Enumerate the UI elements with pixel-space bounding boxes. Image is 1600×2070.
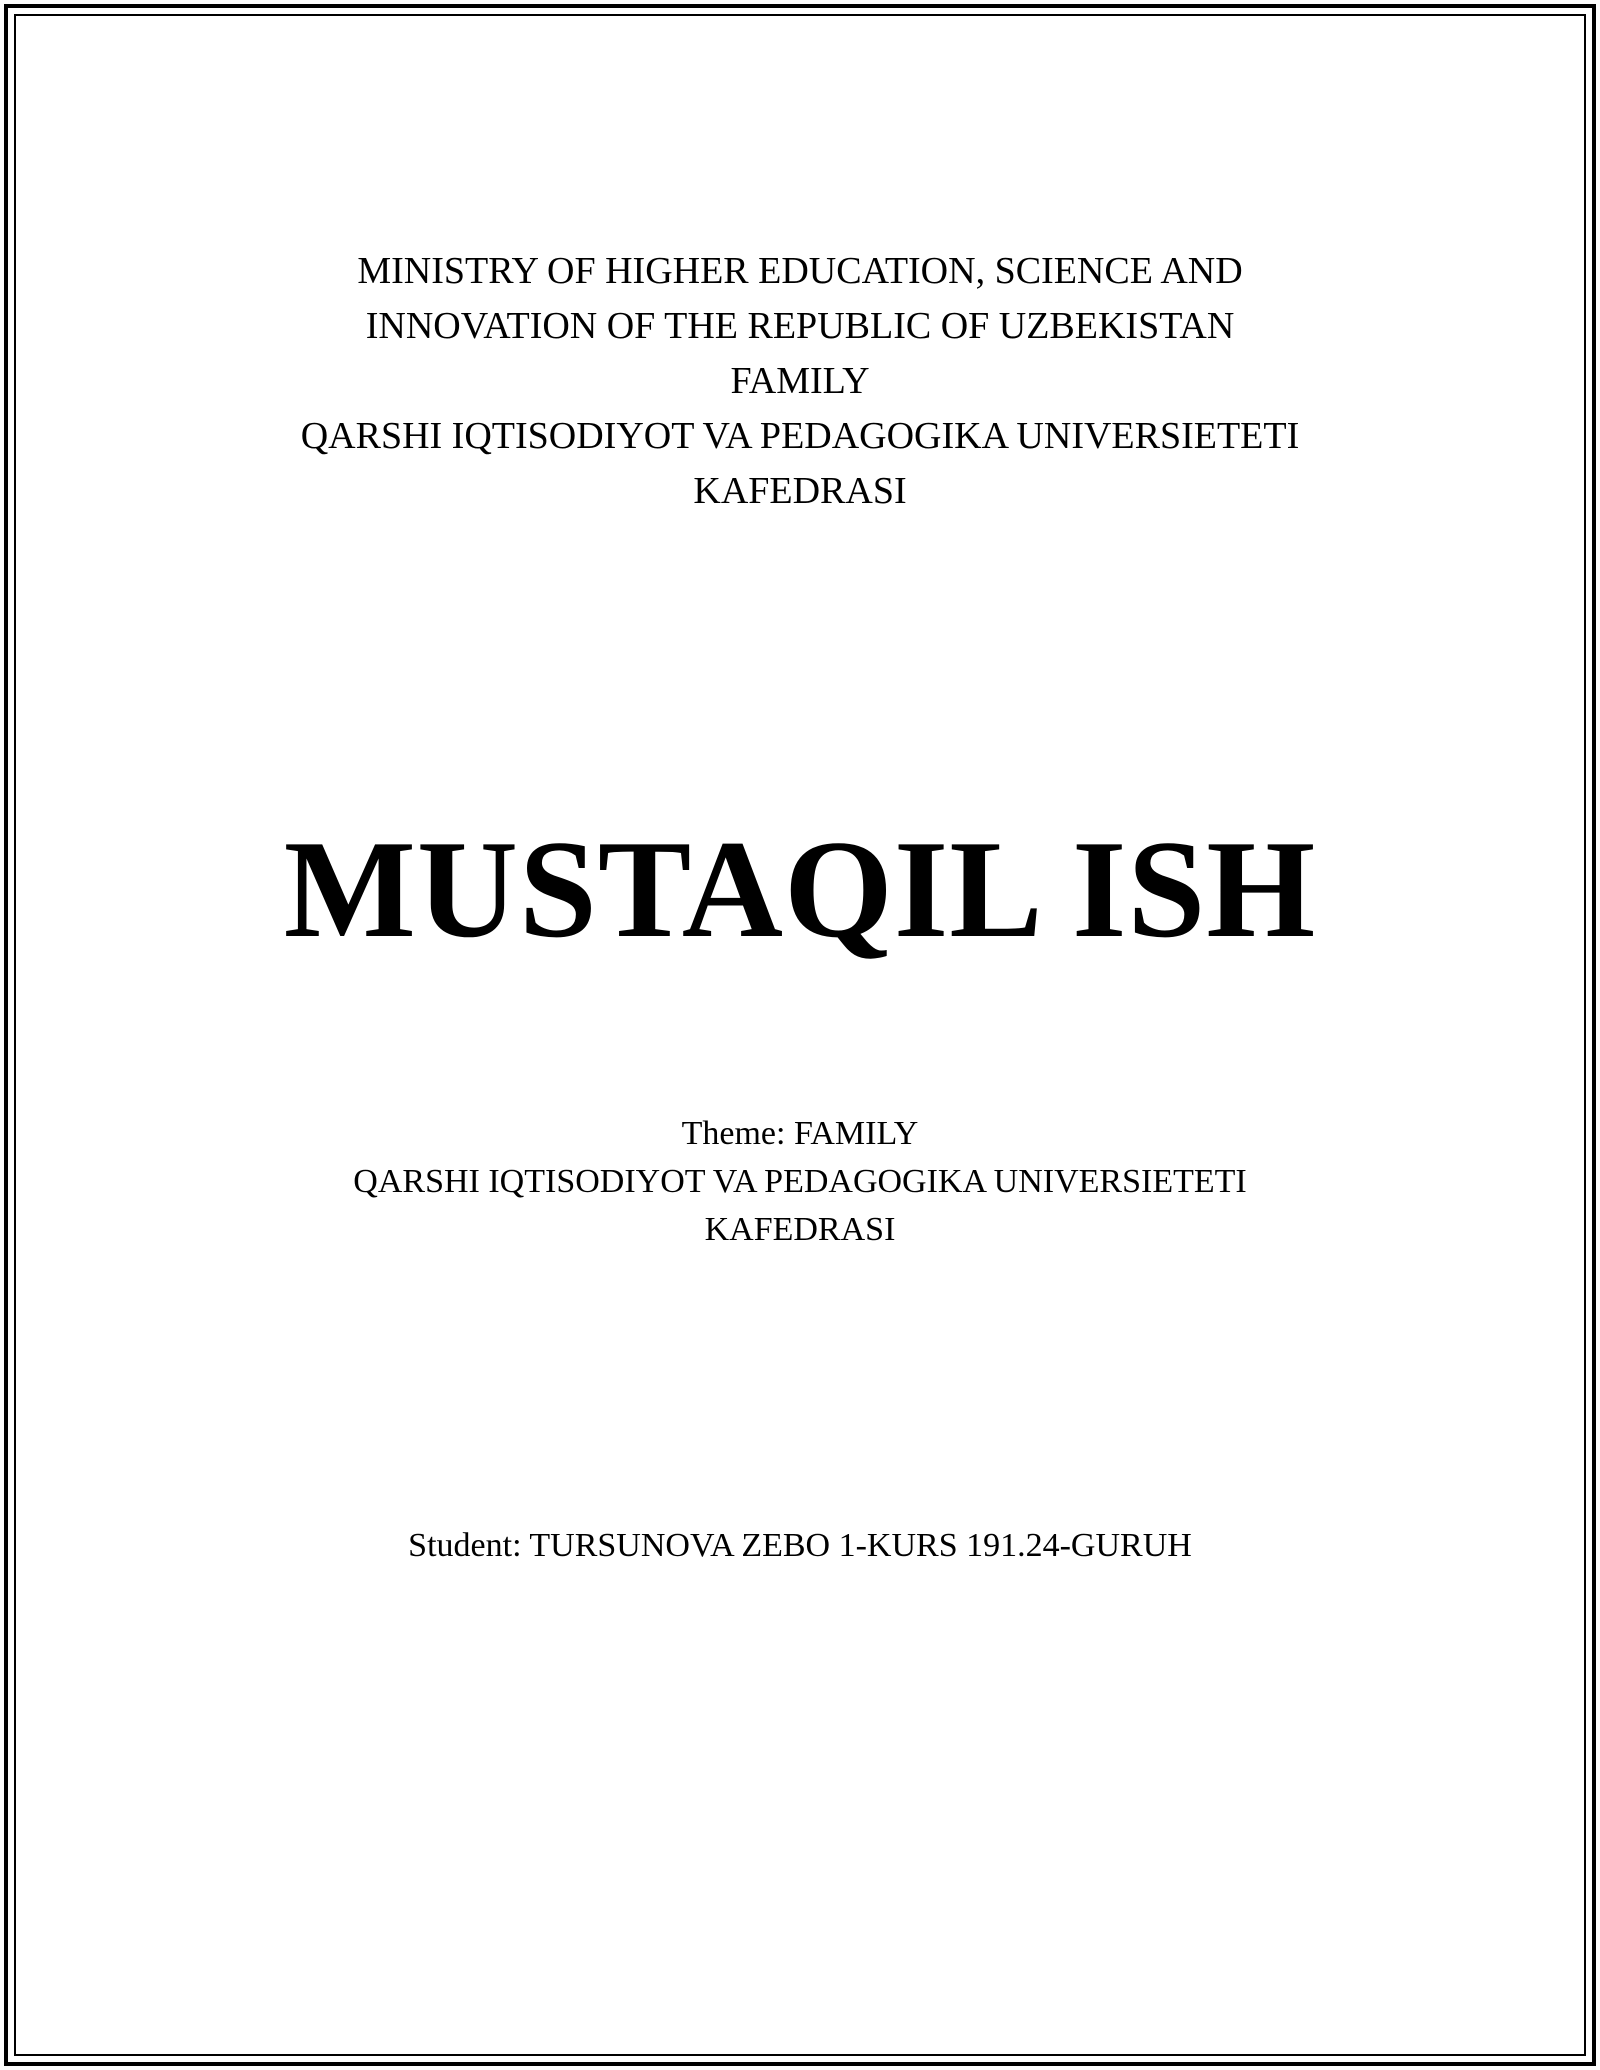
ministry-line-2: INNOVATION OF THE REPUBLIC OF UZBEKISTAN: [365, 305, 1235, 347]
theme-department-line: KAFEDRASI: [704, 1211, 896, 1248]
theme-block: [0, 1110, 1600, 1254]
ministry-line-1: MINISTRY OF HIGHER EDUCATION, SCIENCE AND: [357, 250, 1243, 292]
header-block: [0, 244, 1600, 519]
theme-university-line: QARSHI IQTISODIYOT VA PEDAGOGIKA UNIVERSIETETI: [353, 1163, 1247, 1200]
department-line: KAFEDRASI: [693, 470, 907, 512]
university-line: QARSHI IQTISODIYOT VA PEDAGOGIKA UNIVERSIETETI: [300, 415, 1300, 457]
theme-line: Theme: FAMILY: [681, 1115, 919, 1152]
document-title: MUSTAQIL ISH: [283, 812, 1317, 967]
header-family-line: FAMILY: [730, 360, 870, 402]
student-info: Student: TURSUNOVA ZEBO 1-KURS 191.24-GURUH: [408, 1527, 1192, 1564]
